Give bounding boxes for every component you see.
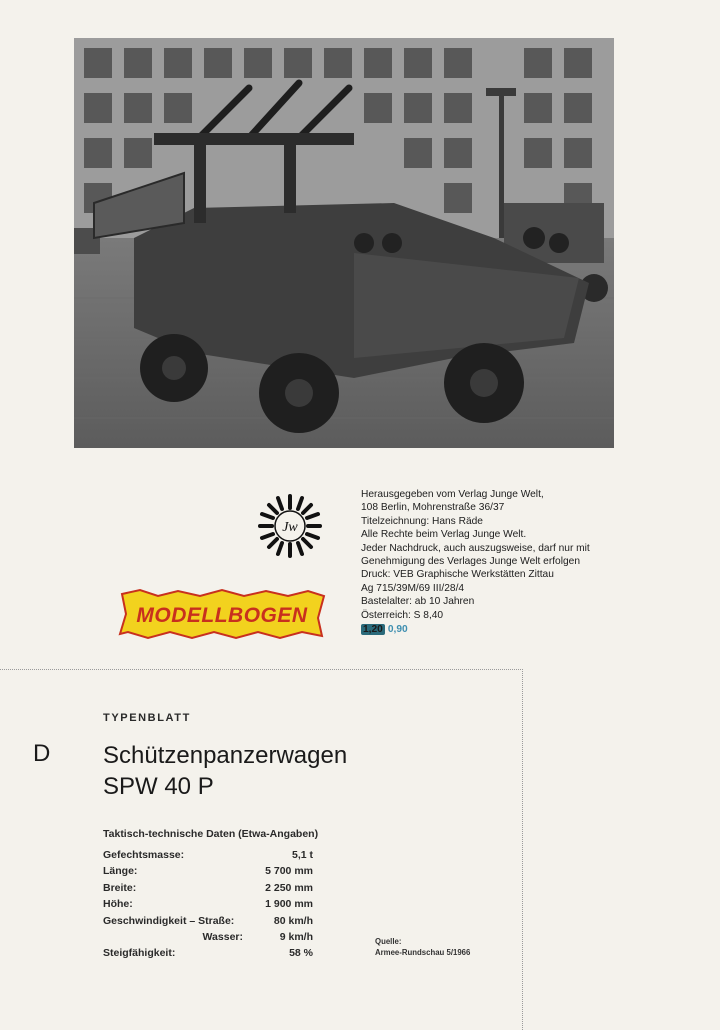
table-row xyxy=(103,915,313,931)
spec-label: Steigfähigkeit: xyxy=(103,947,176,960)
imprint-line: Jeder Nachdruck, auch auszugsweise, darf nur mit xyxy=(361,542,590,554)
spec-value: 5 700 mm xyxy=(265,865,313,878)
imprint-line: Herausgegeben vom Verlag Junge Welt, xyxy=(361,489,544,500)
spec-value: 58 % xyxy=(289,947,313,960)
source-value: Armee-Rundschau 5/1966 xyxy=(375,948,471,957)
spec-label: Gefechtsmasse: xyxy=(103,849,185,861)
section-letter: D xyxy=(33,740,51,767)
spec-value: 2 250 mm xyxy=(265,881,313,894)
vehicle-photo xyxy=(74,38,614,448)
imprint-line: Genehmigung des Verlages Junge Welt erfolgen xyxy=(361,556,580,568)
typenblatt-label: TYPENBLATT xyxy=(103,712,191,724)
spec-label: Breite: xyxy=(103,881,137,894)
spec-value: 80 km/h xyxy=(273,914,313,927)
spec-label: Höhe: xyxy=(103,898,133,911)
junge-welt-logo-mark: Jw xyxy=(282,520,298,535)
modellbogen-text: MODELLBOGEN xyxy=(136,604,308,627)
imprint-line: 108 Berlin, Mohrenstraße 36/37 xyxy=(361,502,505,514)
imprint-line: Alle Rechte beim Verlag Junge Welt. xyxy=(361,529,527,541)
price-old: 1,20 xyxy=(363,624,383,636)
imprint-block xyxy=(361,488,691,636)
spec-sublabel: Wasser: xyxy=(202,930,243,943)
imprint-line: Ag 715/39M/69 III/28/4 xyxy=(361,582,465,594)
spec-value: 9 km/h xyxy=(279,930,313,943)
source-label: Quelle: xyxy=(375,937,402,946)
junge-welt-logo xyxy=(256,492,324,560)
vehicle-title-line1: Schützenpanzerwagen xyxy=(103,742,348,769)
vehicle-title xyxy=(103,740,347,802)
spec-value: 5,1 t xyxy=(291,849,313,861)
modellbogen-banner xyxy=(118,588,326,640)
table-row xyxy=(103,898,313,914)
table-row xyxy=(103,865,313,881)
table-row xyxy=(103,947,313,963)
data-heading: Taktisch-technische Daten (Etwa-Angaben) xyxy=(103,828,319,840)
source-note xyxy=(375,936,470,958)
price-row xyxy=(361,623,691,636)
imprint-line: Druck: VEB Graphische Werkstätten Zittau xyxy=(361,569,554,581)
imprint-line: Bastelalter: ab 10 Jahren xyxy=(361,596,475,608)
table-row xyxy=(103,882,313,898)
vehicle-title-line2: SPW 40 P xyxy=(103,773,214,800)
spec-label: Geschwindigkeit – Straße: xyxy=(103,914,235,927)
table-row xyxy=(103,849,313,865)
spec-table xyxy=(103,849,313,964)
imprint-line: Titelzeichnung: Hans Räde xyxy=(361,515,483,527)
vehicle-photo-drawing xyxy=(74,38,614,448)
imprint-line: Österreich: S 8,40 xyxy=(361,609,444,621)
table-row xyxy=(103,931,313,947)
spec-value: 1 900 mm xyxy=(265,898,313,911)
price-new: 0,90 xyxy=(387,624,408,636)
spec-label: Länge: xyxy=(103,865,138,878)
